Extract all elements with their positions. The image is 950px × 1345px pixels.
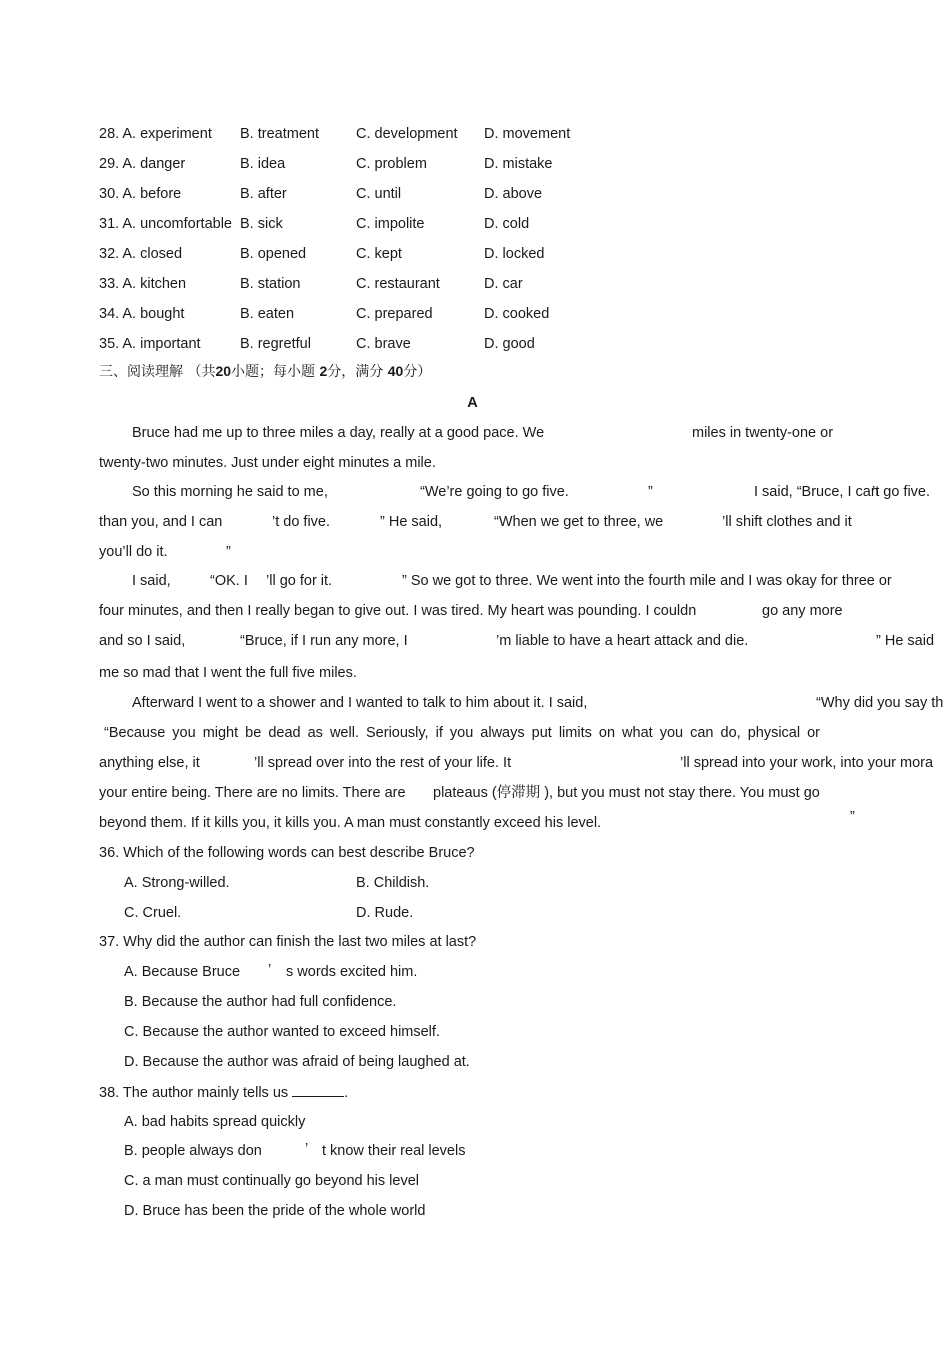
question-36-option-d: D. Rude. <box>356 905 414 921</box>
question-38-option-d: D. Bruce has been the pride of the whole world <box>124 1203 426 1219</box>
question-38-option-c: C. a man must continually go beyond his level <box>124 1173 419 1189</box>
section-heading <box>99 362 431 381</box>
question-36-option-b: B. Childish. <box>356 875 430 891</box>
option-b: B. station <box>240 276 301 292</box>
passage-line: I said, “Bruce, I can <box>754 484 879 500</box>
passage-line: ” So we got to three. We went into the fourth mile and I was okay for three or <box>402 573 892 589</box>
option-c: C. problem <box>356 156 427 172</box>
option-c: C. restaurant <box>356 276 440 292</box>
option-b: B. regretful <box>240 336 311 352</box>
question-37-option-d: D. Because the author was afraid of being laughed at. <box>124 1054 470 1070</box>
cloze-row-30 <box>99 185 659 203</box>
option-d: D. above <box>484 186 543 202</box>
passage-label: A <box>467 395 478 411</box>
cloze-row-32 <box>99 245 659 263</box>
passage-line: ’t go five. <box>872 484 931 500</box>
passage-line: ’t do five. <box>272 514 331 530</box>
passage-line: ” <box>850 809 855 825</box>
question-37-option-b: B. Because the author had full confidence. <box>124 994 397 1010</box>
question-38-option-b: B. people always don <box>124 1143 262 1159</box>
option-a: 30. A. before <box>99 186 182 202</box>
passage-line: ” He said <box>876 633 935 649</box>
answer-blank <box>292 1083 344 1097</box>
option-b: B. sick <box>240 216 283 232</box>
question-37-option-c: C. Because the author wanted to exceed himself. <box>124 1024 440 1040</box>
option-a: 34. A. bought <box>99 306 185 322</box>
passage-line: “Because you might be dead as well. Seriously, if you always put limits on what you can do, physical or <box>104 725 821 741</box>
section-heading-suffix: 分） <box>403 364 432 380</box>
option-c: C. impolite <box>356 216 425 232</box>
question-36: 36. Which of the following words can best describe Bruce? <box>99 845 475 861</box>
question-37-option-a: ’ <box>268 962 272 978</box>
passage-line: ’ll go for it. <box>266 573 333 589</box>
passage-line: “Why did you say th <box>816 695 944 711</box>
question-38-stem-end: . <box>344 1085 349 1101</box>
passage-line: beyond them. If it kills you, it kills you. A man must constantly exceed his level. <box>99 815 602 831</box>
question-38-option-b: t know their real levels <box>322 1143 466 1159</box>
option-c: C. development <box>356 126 458 142</box>
option-b: B. treatment <box>240 126 319 142</box>
passage-line: miles in twenty-one or <box>692 425 834 441</box>
passage-line: than you, and I can <box>99 514 223 530</box>
section-points: 2 <box>319 363 328 379</box>
cloze-row-33 <box>99 275 659 293</box>
passage-line: ’ll spread over into the rest of your life. It <box>254 755 512 771</box>
option-d: D. locked <box>484 246 545 262</box>
option-b: B. after <box>240 186 287 202</box>
passage-line: “Bruce, if I run any more, I <box>240 633 408 649</box>
passage-line: “OK. I <box>210 573 248 589</box>
passage-line: I said, <box>132 573 171 589</box>
question-37-option-a: s words excited him. <box>286 964 418 980</box>
option-b: B. eaten <box>240 306 295 322</box>
section-heading-middle: 小题；每小题 <box>231 364 320 380</box>
option-c: C. prepared <box>356 306 433 322</box>
question-38 <box>99 1083 348 1102</box>
cloze-row-35 <box>99 335 659 353</box>
section-heading-prefix: 三、阅读理解 （共 <box>99 364 216 380</box>
option-a: 31. A. uncomfortable <box>99 216 232 232</box>
passage-line: you’ll do it. <box>99 544 168 560</box>
passage-line: Bruce had me up to three miles a day, really at a good pace. We <box>132 425 545 441</box>
section-unit: 分，满分 <box>327 364 388 380</box>
option-d: D. movement <box>484 126 571 142</box>
passage-line: your entire being. There are no limits. There are <box>99 785 406 801</box>
passage-line: So this morning he said to me, <box>132 484 328 500</box>
passage-line: ” <box>648 484 653 500</box>
question-38-option-a: A. bad habits spread quickly <box>124 1114 306 1130</box>
cloze-row-28 <box>99 125 659 143</box>
option-d: D. mistake <box>484 156 553 172</box>
option-c: C. until <box>356 186 402 202</box>
passage-line: and so I said, <box>99 633 186 649</box>
passage-line: Afterward I went to a shower and I wanted to talk to him about it. I said, <box>132 695 588 711</box>
option-a: 29. A. danger <box>99 156 186 172</box>
option-b: B. opened <box>240 246 307 262</box>
question-38-stem: 38. The author mainly tells us <box>99 1085 289 1101</box>
option-b: B. idea <box>240 156 286 172</box>
question-38-option-b: ’ <box>305 1141 309 1157</box>
option-d: D. car <box>484 276 523 292</box>
passage-line: ” He said, <box>380 514 443 530</box>
option-a: 35. A. important <box>99 336 201 352</box>
option-d: D. good <box>484 336 535 352</box>
cloze-row-34 <box>99 305 659 323</box>
passage-line: ’ll shift clothes and it <box>722 514 852 530</box>
section-total: 40 <box>387 363 404 379</box>
passage-line: “When we get to three, we <box>494 514 664 530</box>
passage-line: ” <box>226 544 231 560</box>
option-a: 28. A. experiment <box>99 126 212 142</box>
cloze-row-29 <box>99 155 659 173</box>
passage-line: twenty-two minutes. Just under eight minutes a mile. <box>99 455 436 471</box>
option-d: D. cooked <box>484 306 550 322</box>
passage-line: anything else, it <box>99 755 200 771</box>
option-c: C. kept <box>356 246 402 262</box>
section-count: 20 <box>215 363 232 379</box>
passage-line: ’ll spread into your work, into your mora <box>680 755 934 771</box>
option-c: C. brave <box>356 336 411 352</box>
option-a: 33. A. kitchen <box>99 276 187 292</box>
question-37: 37. Why did the author can finish the last two miles at last? <box>99 934 477 950</box>
passage-line: ’m liable to have a heart attack and die. <box>496 633 749 649</box>
option-d: D. cold <box>484 216 530 232</box>
question-37-option-a: A. Because Bruce <box>124 964 241 980</box>
option-a: 32. A. closed <box>99 246 183 262</box>
passage-line: me so mad that I went the full five miles. <box>99 665 357 681</box>
passage-line: go any more <box>762 603 843 619</box>
passage-line: four minutes, and then I really began to give out. I was tired. My heart was pounding. I couldn <box>99 603 697 619</box>
passage-line: plateaus (停滞期 ), but you must not stay there. You must go <box>433 785 820 801</box>
cloze-row-31 <box>99 215 659 233</box>
passage-line: “We’re going to go five. <box>420 484 569 500</box>
question-36-option-c: C. Cruel. <box>124 905 182 921</box>
question-36-option-a: A. Strong-willed. <box>124 875 230 891</box>
